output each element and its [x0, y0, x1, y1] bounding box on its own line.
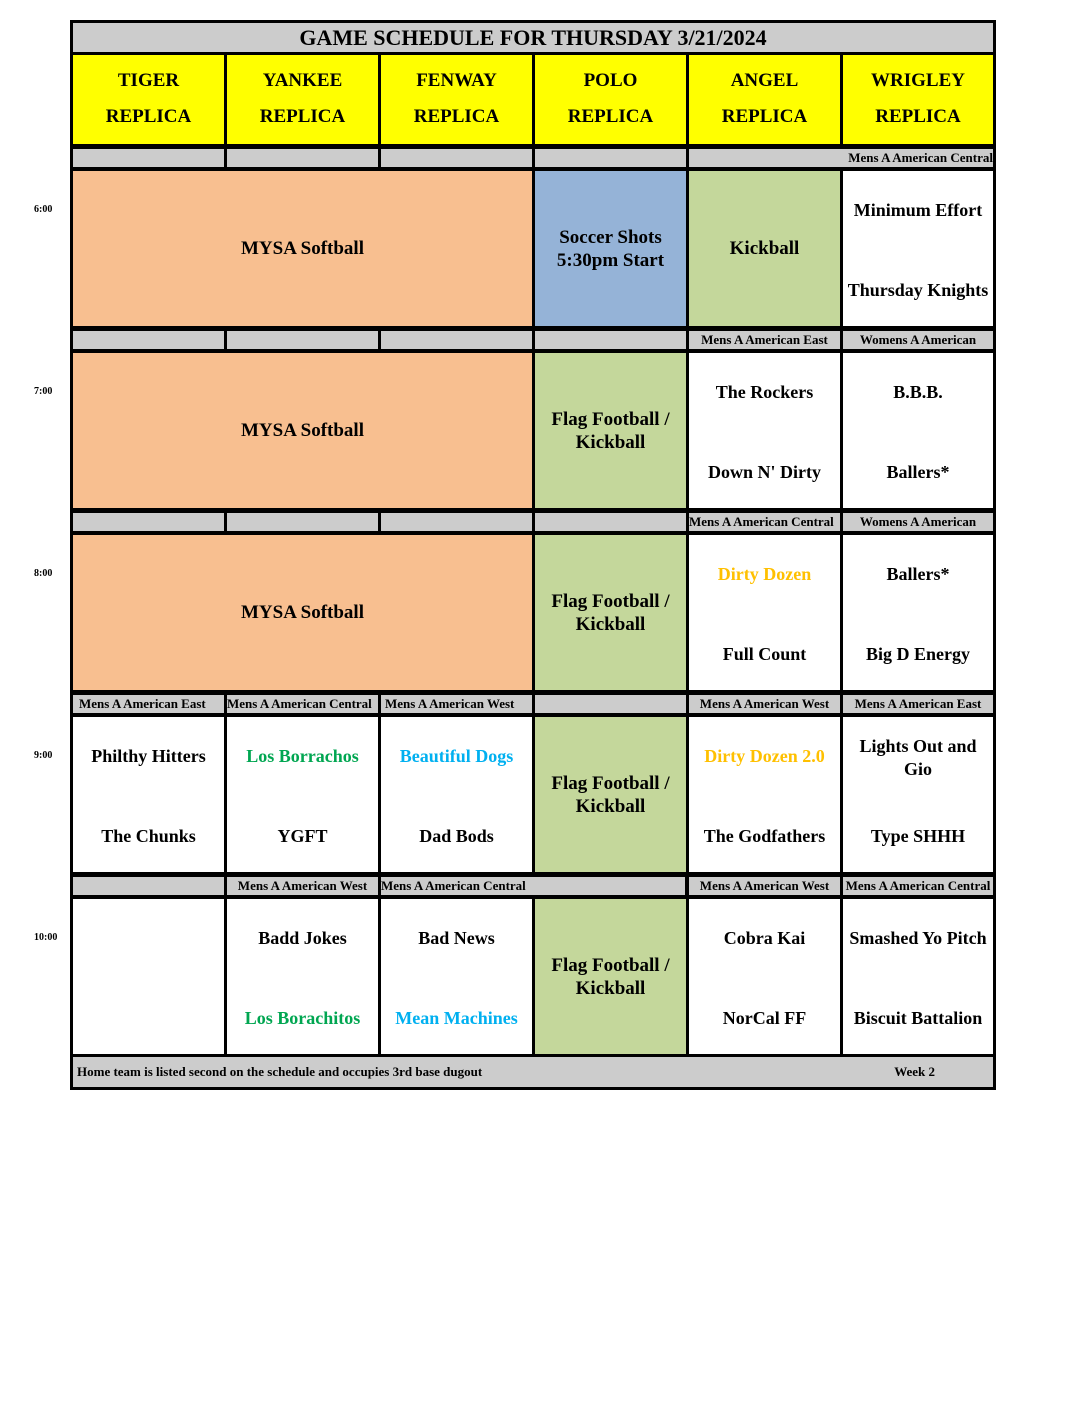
game-fenway-1000 — [381, 899, 532, 1054]
empty-slot — [73, 899, 224, 1054]
field-name: FENWAY — [416, 69, 497, 91]
home-team: Full Count — [722, 644, 807, 664]
schedule-grid — [70, 20, 996, 1090]
game-yankee-900 — [227, 717, 378, 872]
division-label: Mens A American Central — [689, 513, 840, 531]
home-team: Biscuit Battalion — [853, 1008, 983, 1028]
division-label: Mens A American Central — [689, 149, 993, 167]
division-label — [73, 513, 224, 531]
time-label: 9:00 — [34, 750, 53, 761]
home-team: NorCal FF — [722, 1008, 807, 1028]
away-team: Lights Out and Gio — [859, 736, 977, 779]
division-label: Mens A American West — [689, 877, 840, 895]
away-team: B.B.B. — [893, 382, 943, 402]
home-team: Thursday Knights — [847, 280, 989, 300]
division-label: Womens A American — [843, 331, 993, 349]
division-label — [227, 513, 378, 531]
home-team: Down N' Dirty — [708, 462, 821, 482]
flag-football-block: Flag Football / Kickball — [535, 535, 686, 690]
division-label — [73, 877, 224, 895]
home-team: The Chunks — [101, 826, 196, 846]
away-team: Minimum Effort — [853, 200, 983, 220]
schedule-footer — [73, 1057, 993, 1087]
game-yankee-1000 — [227, 899, 378, 1054]
field-sub: REPLICA — [567, 106, 654, 128]
division-label: Mens A American West — [689, 695, 840, 713]
home-team: Ballers* — [886, 462, 950, 482]
field-sub: REPLICA — [413, 106, 500, 128]
footer-note: Home team is listed second on the schedule and occupies 3rd base dugout — [77, 1064, 483, 1079]
away-team: Badd Jokes — [258, 928, 347, 948]
game-angel-800 — [689, 535, 840, 690]
field-sub: REPLICA — [721, 106, 808, 128]
home-team: The Godfathers — [703, 826, 826, 846]
home-team: Los Borachitos — [244, 1008, 361, 1028]
game-wrigley-800 — [843, 535, 993, 690]
division-label: Mens A American East — [73, 695, 224, 713]
game-tiger-900 — [73, 717, 224, 872]
division-label: Mens A American East — [689, 331, 840, 349]
field-name: ANGEL — [730, 69, 799, 91]
field-header-yankee — [227, 55, 378, 144]
field-header-polo — [535, 55, 686, 144]
home-team: Mean Machines — [395, 1008, 518, 1028]
flag-football-block: Flag Football / Kickball — [535, 353, 686, 508]
division-label — [535, 513, 686, 531]
home-team: YGFT — [277, 826, 328, 846]
time-label: 10:00 — [34, 932, 58, 943]
division-label — [381, 331, 532, 349]
division-label: Mens A American West — [381, 695, 532, 713]
mysa-softball-block: MYSA Softball — [73, 353, 532, 508]
home-team: Dad Bods — [419, 826, 494, 846]
game-angel-700 — [689, 353, 840, 508]
division-label: Mens A American West — [227, 877, 378, 895]
game-wrigley-1000 — [843, 899, 993, 1054]
field-name: TIGER — [117, 69, 180, 91]
away-team: Los Borrachos — [246, 746, 359, 766]
division-label — [73, 331, 224, 349]
game-fenway-900 — [381, 717, 532, 872]
kickball-block: Kickball — [689, 171, 840, 326]
field-name: POLO — [583, 69, 638, 91]
game-angel-1000 — [689, 899, 840, 1054]
division-label — [535, 149, 686, 167]
division-label — [381, 513, 532, 531]
schedule-title: GAME SCHEDULE FOR THURSDAY 3/21/2024 — [73, 23, 993, 52]
away-team: Beautiful Dogs — [399, 746, 514, 766]
field-name: YANKEE — [262, 69, 343, 91]
away-team: Philthy Hitters — [91, 746, 206, 766]
field-sub: REPLICA — [105, 106, 192, 128]
away-team: Bad News — [418, 928, 495, 948]
week-label: Week 2 — [894, 1064, 935, 1079]
away-team: Cobra Kai — [723, 928, 806, 948]
soccer-shots-block: Soccer Shots 5:30pm Start — [535, 171, 686, 326]
division-label: Mens A American Central — [381, 877, 685, 895]
field-header-wrigley — [843, 55, 993, 144]
game-wrigley-600 — [843, 171, 993, 326]
field-name: WRIGLEY — [871, 69, 965, 91]
mysa-softball-block: MYSA Softball — [73, 171, 532, 326]
time-label: 7:00 — [34, 386, 53, 397]
division-label — [227, 331, 378, 349]
division-label — [535, 331, 686, 349]
division-label: Mens A American Central — [227, 695, 378, 713]
division-label: Mens A American Central — [843, 877, 993, 895]
time-label: 8:00 — [34, 568, 53, 579]
division-label — [535, 695, 686, 713]
game-wrigley-900 — [843, 717, 993, 872]
home-team: Type SHHH — [870, 826, 966, 846]
time-label: 6:00 — [34, 204, 53, 215]
game-angel-900 — [689, 717, 840, 872]
flag-football-block: Flag Football / Kickball — [535, 717, 686, 872]
division-label — [381, 149, 532, 167]
division-label: Mens A American East — [843, 695, 993, 713]
division-label — [227, 149, 378, 167]
division-label — [73, 149, 224, 167]
game-wrigley-700 — [843, 353, 993, 508]
field-header-tiger — [73, 55, 224, 144]
field-sub: REPLICA — [875, 106, 961, 128]
mysa-softball-block: MYSA Softball — [73, 535, 532, 690]
away-team: Dirty Dozen 2.0 — [704, 746, 825, 766]
field-header-angel — [689, 55, 840, 144]
division-label: Womens A American — [843, 513, 993, 531]
flag-football-block: Flag Football / Kickball — [535, 899, 686, 1054]
away-team: Ballers* — [886, 564, 950, 584]
away-team: The Rockers — [715, 382, 814, 402]
home-team: Big D Energy — [865, 644, 970, 664]
away-team: Smashed Yo Pitch — [849, 928, 987, 948]
field-header-fenway — [381, 55, 532, 144]
away-team: Dirty Dozen — [717, 564, 812, 584]
field-sub: REPLICA — [259, 106, 346, 128]
